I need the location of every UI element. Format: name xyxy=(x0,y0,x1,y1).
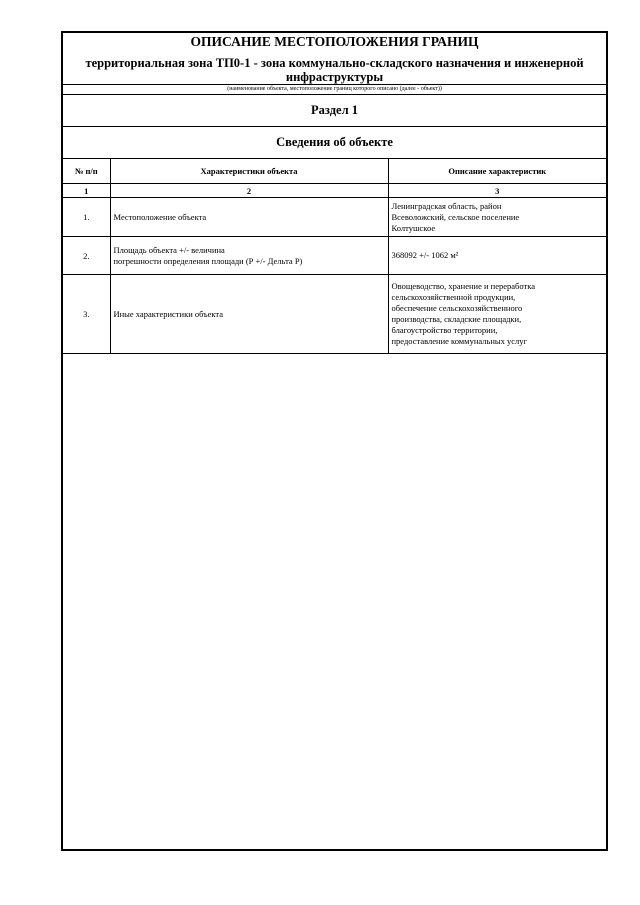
row-characteristic: Иные характеристики объекта xyxy=(110,275,388,354)
column-number-row xyxy=(63,184,606,198)
object-caption: (наименование объекта, местоположение границ которого описано (далее - объект)) xyxy=(63,85,606,95)
title-block xyxy=(63,33,606,85)
document-frame xyxy=(61,31,608,851)
column-number-1: 1 xyxy=(63,184,110,198)
table-row xyxy=(63,275,606,354)
section-title: Сведения об объекте xyxy=(63,127,606,159)
section-heading: Раздел 1 xyxy=(63,95,606,127)
header-characteristic: Характеристики объекта xyxy=(110,159,388,184)
table-row xyxy=(63,198,606,237)
header-description: Описание характеристик xyxy=(388,159,606,184)
column-number-3: 3 xyxy=(388,184,606,198)
column-number-2: 2 xyxy=(110,184,388,198)
row-description: 368092 +/- 1062 м² xyxy=(388,237,606,275)
table-header-row xyxy=(63,159,606,184)
document-subtitle: территориальная зона ТП0-1 - зона коммунально-складского назначения и инженерной инфраструктуры xyxy=(85,56,584,84)
header-number: № п/п xyxy=(63,159,110,184)
row-index: 2. xyxy=(63,237,110,275)
row-characteristic: Площадь объекта +/- величина погрешности определения площади (Р +/- Дельта Р) xyxy=(110,237,388,275)
row-index: 3. xyxy=(63,275,110,354)
row-characteristic: Местоположение объекта xyxy=(110,198,388,237)
boundary-description-table xyxy=(63,33,606,354)
document-title: ОПИСАНИЕ МЕСТОПОЛОЖЕНИЯ ГРАНИЦ xyxy=(190,34,479,49)
row-description: Овощеводство, хранение и переработка сельскохозяйственной продукции, обеспечение сельскохозяйственного производства, складские площадки, благоустройство территории, предоставление коммунальных услуг xyxy=(388,275,606,354)
row-description: Ленинградская область, район Всеволожский, сельское поселение Колтушское xyxy=(388,198,606,237)
row-index: 1. xyxy=(63,198,110,237)
table-row xyxy=(63,237,606,275)
